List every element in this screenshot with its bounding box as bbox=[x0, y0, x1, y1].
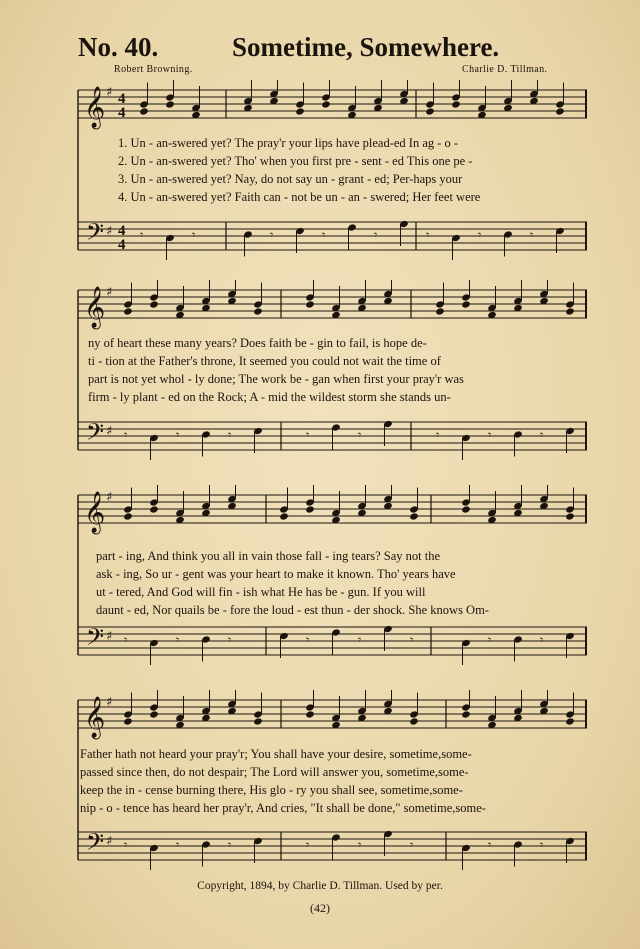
notehead bbox=[565, 512, 575, 520]
notehead bbox=[435, 307, 445, 315]
lyricist-credit: Robert Browning. bbox=[114, 64, 193, 75]
rest-icon: 𝄾 bbox=[540, 428, 544, 442]
rest-icon: 𝄾 bbox=[358, 633, 362, 647]
lyric-verse-1: part - ing, And think you all in vain those fall - ing tears? Say not the bbox=[96, 549, 441, 563]
rest-icon: 𝄾 bbox=[530, 228, 534, 242]
lyrics-block-1 bbox=[118, 134, 631, 206]
notehead bbox=[565, 307, 575, 315]
rest-icon: 𝄾 bbox=[540, 838, 544, 852]
lyrics-block-4 bbox=[80, 745, 593, 817]
notehead bbox=[295, 107, 305, 115]
notehead bbox=[305, 300, 315, 308]
bass-clef-icon: 𝄢 bbox=[86, 418, 105, 451]
notehead bbox=[149, 505, 159, 513]
treble-clef-icon: 𝄞 bbox=[84, 287, 106, 328]
notehead bbox=[451, 100, 461, 108]
rest-icon: 𝄾 bbox=[322, 228, 326, 242]
rest-icon: 𝄾 bbox=[540, 633, 544, 647]
time-signature-digit: 4 bbox=[118, 237, 126, 253]
rest-icon: 𝄾 bbox=[306, 428, 310, 442]
notehead bbox=[253, 717, 263, 725]
lyric-verse-4: daunt - ed, Nor quails be - fore the loud - est thun - der shock. She knows Om- bbox=[96, 603, 489, 617]
rest-icon: 𝄾 bbox=[426, 228, 430, 242]
rest-icon: 𝄾 bbox=[358, 428, 362, 442]
treble-clef-icon: 𝄞 bbox=[84, 697, 106, 738]
lyric-verse-3: part is not yet whol - ly done; The work be - gan when first your pray'r was bbox=[88, 372, 464, 386]
key-signature-sharp-icon: ♯ bbox=[106, 424, 113, 439]
rest-icon: 𝄾 bbox=[176, 838, 180, 852]
rest-icon: 𝄾 bbox=[436, 428, 440, 442]
rest-icon: 𝄾 bbox=[176, 633, 180, 647]
rest-icon: 𝄾 bbox=[124, 633, 128, 647]
music-system-3 bbox=[76, 485, 589, 675]
rest-icon: 𝄾 bbox=[176, 428, 180, 442]
notehead bbox=[139, 107, 149, 115]
notehead bbox=[409, 512, 419, 520]
lyric-verse-3: ut - tered, And God will fin - ish what He has be - gun. If you will bbox=[96, 585, 426, 599]
rest-icon: 𝄾 bbox=[306, 633, 310, 647]
music-system-2 bbox=[76, 280, 589, 470]
notehead bbox=[305, 710, 315, 718]
rest-icon: 𝄾 bbox=[410, 633, 414, 647]
rest-icon: 𝄾 bbox=[488, 838, 492, 852]
key-signature-sharp-icon: ♯ bbox=[106, 490, 113, 505]
key-signature-sharp-icon: ♯ bbox=[106, 224, 113, 239]
lyric-verse-1: ny of heart these many years? Does faith be - gin to fail, is hope de- bbox=[88, 336, 427, 350]
page-number: (42) bbox=[310, 901, 330, 915]
lyric-verse-4: nip - o - tence has heard her pray'r, And cries, "It shall be done," sometime,some- bbox=[80, 801, 486, 815]
rest-icon: 𝄾 bbox=[410, 838, 414, 852]
time-signature-digit: 4 bbox=[118, 223, 126, 239]
lyric-verse-2: ti - tion at the Father's throne, It seemed you could not wait the time of bbox=[88, 354, 441, 368]
notehead bbox=[123, 717, 133, 725]
key-signature-sharp-icon: ♯ bbox=[106, 834, 113, 849]
rest-icon: 𝄾 bbox=[488, 633, 492, 647]
lyric-verse-2: ask - ing, So ur - gent was your heart to make it known. Tho' years have bbox=[96, 567, 456, 581]
composer-credit: Charlie D. Tillman. bbox=[462, 64, 548, 75]
rest-icon: 𝄾 bbox=[140, 228, 144, 242]
notehead bbox=[425, 107, 435, 115]
rest-icon: 𝄾 bbox=[124, 838, 128, 852]
time-signature-digit: 4 bbox=[118, 91, 126, 107]
notehead bbox=[555, 107, 565, 115]
lyric-verse-4: firm - ly plant - ed on the Rock; A - mid the wildest storm she stands un- bbox=[88, 390, 451, 404]
notehead bbox=[279, 512, 289, 520]
rest-icon: 𝄾 bbox=[488, 428, 492, 442]
notehead bbox=[461, 300, 471, 308]
rest-icon: 𝄾 bbox=[228, 428, 232, 442]
lyric-verse-3: 3. Un - an-swered yet? Nay, do not say un - grant - ed; Per-haps your bbox=[118, 172, 463, 186]
lyric-verse-2: passed since then, do not despair; The Lord will answer you, sometime,some- bbox=[80, 765, 469, 779]
notehead bbox=[409, 717, 419, 725]
rest-icon: 𝄾 bbox=[374, 228, 378, 242]
music-system-1 bbox=[76, 80, 589, 270]
bass-clef-icon: 𝄢 bbox=[86, 218, 105, 251]
notehead bbox=[461, 505, 471, 513]
treble-clef-icon: 𝄞 bbox=[84, 87, 106, 128]
notehead bbox=[305, 505, 315, 513]
rest-icon: 𝄾 bbox=[270, 228, 274, 242]
treble-clef-icon: 𝄞 bbox=[84, 492, 106, 533]
notehead bbox=[149, 710, 159, 718]
music-system-4 bbox=[76, 690, 589, 880]
lyric-verse-1: 1. Un - an-swered yet? The pray'r your lips have plead-ed In ag - o - bbox=[118, 136, 459, 150]
hymn-title: Sometime, Somewhere. bbox=[232, 32, 500, 62]
rest-icon: 𝄾 bbox=[478, 228, 482, 242]
key-signature-sharp-icon: ♯ bbox=[106, 629, 113, 644]
lyric-verse-4: 4. Un - an-swered yet? Faith can - not be un - an - swered; Her feet were bbox=[118, 190, 481, 204]
rest-icon: 𝄾 bbox=[228, 633, 232, 647]
notehead bbox=[461, 710, 471, 718]
hymn-number: No. 40. bbox=[78, 32, 159, 62]
key-signature-sharp-icon: ♯ bbox=[106, 85, 113, 100]
rest-icon: 𝄾 bbox=[306, 838, 310, 852]
notehead bbox=[565, 717, 575, 725]
rest-icon: 𝄾 bbox=[358, 838, 362, 852]
lyrics-block-2 bbox=[88, 334, 601, 406]
notehead bbox=[253, 307, 263, 315]
notehead bbox=[149, 300, 159, 308]
notehead bbox=[123, 512, 133, 520]
notehead bbox=[321, 100, 331, 108]
key-signature-sharp-icon: ♯ bbox=[106, 285, 113, 300]
rest-icon: 𝄾 bbox=[228, 838, 232, 852]
lyric-verse-1: Father hath not heard your pray'r; You shall have your desire, sometime,some- bbox=[80, 747, 472, 761]
notehead bbox=[123, 307, 133, 315]
rest-icon: 𝄾 bbox=[124, 428, 128, 442]
rest-icon: 𝄾 bbox=[192, 228, 196, 242]
copyright-notice: Copyright, 1894, by Charlie D. Tillman. Used by per. bbox=[197, 880, 443, 892]
lyric-verse-2: 2. Un - an-swered yet? Tho' when you first pre - sent - ed This one pe - bbox=[118, 154, 473, 168]
bass-clef-icon: 𝄢 bbox=[86, 623, 105, 656]
notehead bbox=[165, 100, 175, 108]
bass-clef-icon: 𝄢 bbox=[86, 828, 105, 861]
lyric-verse-3: keep the in - cense burning there, His glo - ry you shall see, sometime,some- bbox=[80, 783, 463, 797]
lyrics-block-3 bbox=[96, 547, 609, 619]
key-signature-sharp-icon: ♯ bbox=[106, 695, 113, 710]
time-signature-digit: 4 bbox=[118, 105, 126, 121]
